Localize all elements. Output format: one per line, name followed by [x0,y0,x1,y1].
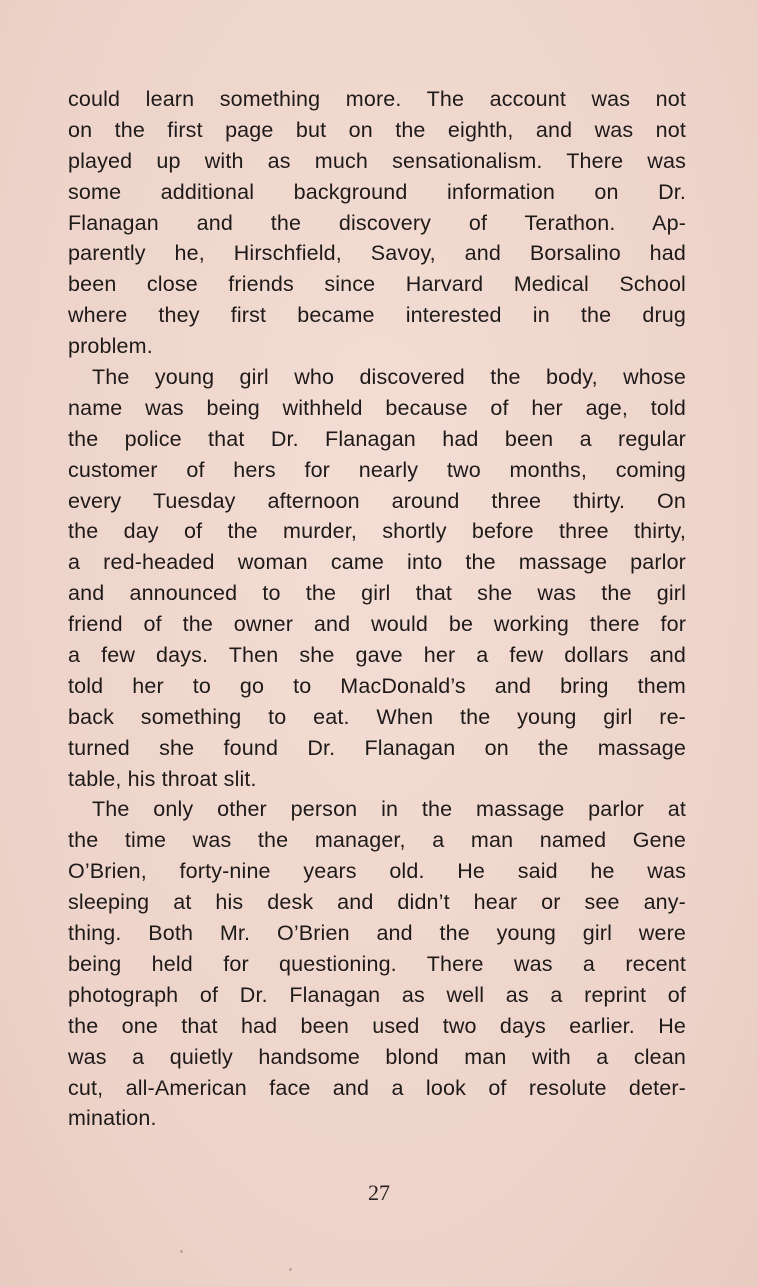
text-line: problem. [68,334,153,359]
text-line: table, his throat slit. [68,766,257,791]
text-line: the time was the manager, a man named Gene [68,828,686,853]
text-line: cut, all-American face and a look of resolute deter- [68,1075,686,1100]
text-line: could learn something more. The account was not [68,87,686,111]
text-line: thing. Both Mr. O’Brien and the young girl were [68,921,686,946]
paragraph [68,84,686,362]
text-line: told her to go to MacDonald’s and bring them [68,673,686,698]
text-line: O’Brien, forty-nine years old. He said he was [68,859,686,884]
text-line: photograph of Dr. Flanagan as well as a reprint of [68,982,686,1007]
text-line: Flanagan and the discovery of Terathon. Ap- [68,210,686,235]
text-line: mination. [68,1106,157,1131]
text-line: was a quietly handsome blond man with a clean [68,1044,686,1069]
text-line: where they first became interested in the drug [68,303,686,328]
text-line: The young girl who discovered the body, whose [92,365,686,390]
text-line: sleeping at his desk and didn’t hear or see any- [68,890,686,915]
text-line: friend of the owner and would be working there for [68,612,686,637]
paragraph [68,794,686,1134]
text-line: being held for questioning. There was a recent [68,951,686,976]
paper-speck [180,1250,183,1253]
text-line: some additional background information on Dr. [68,179,686,204]
text-line: back something to eat. When the young girl re- [68,704,686,729]
text-line: name was being withheld because of her age, told [68,395,686,420]
text-line: the day of the murder, shortly before three thirty, [68,519,686,544]
text-line: parently he, Hirschfield, Savoy, and Borsalino had [68,241,686,266]
text-line: the one that had been used two days earlier. He [68,1013,686,1038]
page-number: 27 [368,1180,390,1205]
body-text [68,84,686,1134]
text-line: customer of hers for nearly two months, coming [68,457,686,482]
text-line: a few days. Then she gave her a few dollars and [68,643,686,668]
text-line: The only other person in the massage parlor at [92,797,686,822]
text-line: every Tuesday afternoon around three thirty. On [68,488,686,513]
text-line: and announced to the girl that she was the girl [68,581,686,606]
text-line: played up with as much sensationalism. There was [68,148,686,173]
paper-speck [289,1268,292,1271]
text-line: on the first page but on the eighth, and was not [68,117,686,142]
text-line: been close friends since Harvard Medical School [68,272,686,297]
text-line: a red-headed woman came into the massage parlor [68,550,686,575]
paragraph [68,362,686,794]
text-line: turned she found Dr. Flanagan on the massage [68,735,686,760]
text-line: the police that Dr. Flanagan had been a regular [68,426,686,451]
